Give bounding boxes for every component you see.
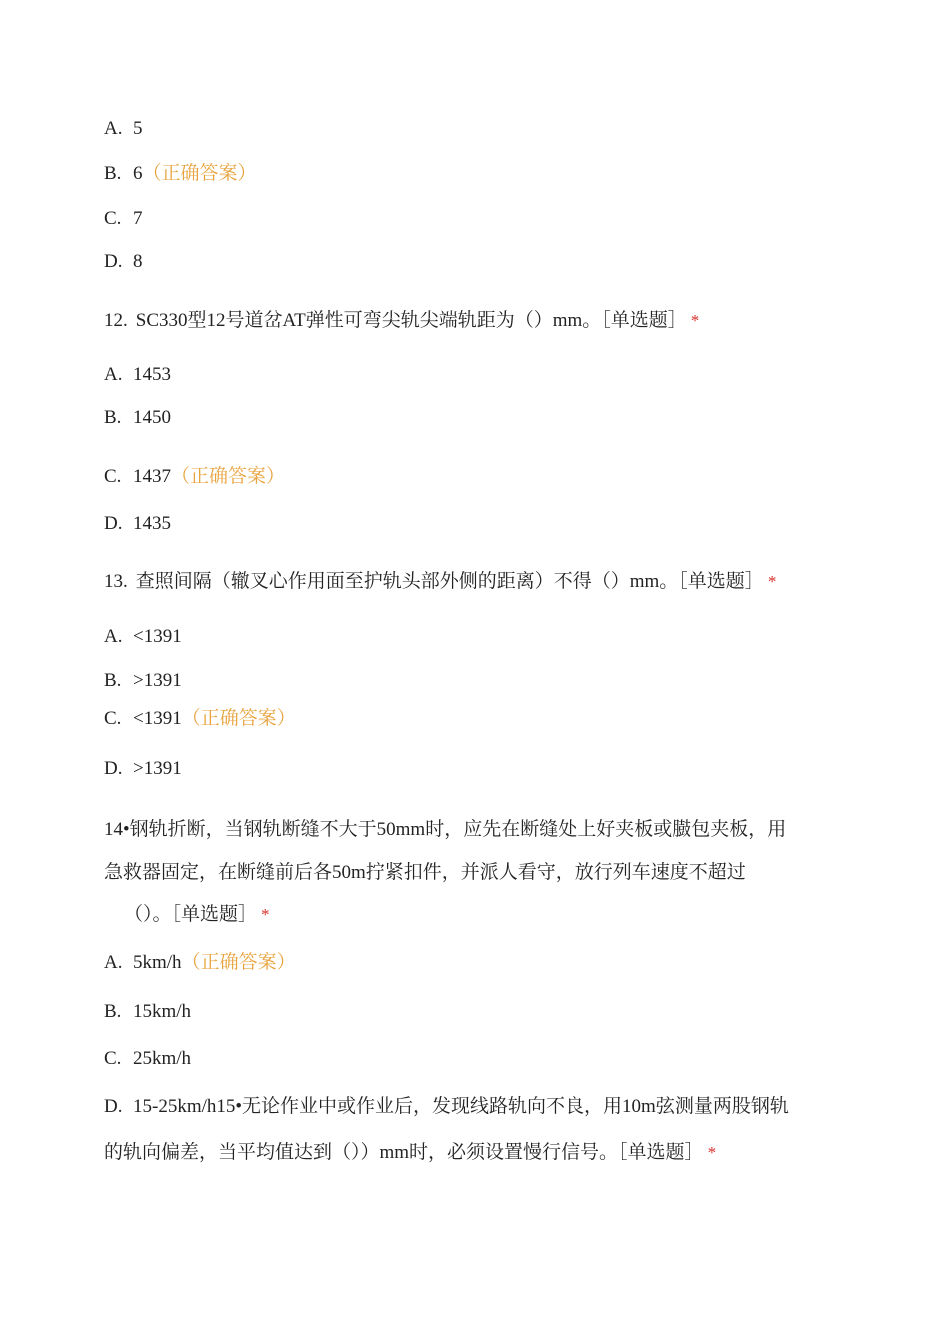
option-label: C. <box>104 466 122 487</box>
required-mark: * <box>690 311 700 330</box>
option-text: 1435 <box>133 513 171 534</box>
question-text: 的轨向偏差，当平均值达到（））mm时，必须设置慢行信号。［单选题］ <box>104 1142 704 1163</box>
option-text: >1391 <box>133 758 182 779</box>
option-a[interactable] <box>104 363 171 387</box>
question-14-line-2 <box>104 861 746 885</box>
option-c[interactable] <box>104 1047 191 1071</box>
option-text: 15-25km/h15•无论作业中或作业后，发现线路轨向不良，用10m弦测量两股钢轨 <box>133 1096 789 1117</box>
option-d[interactable] <box>104 1095 789 1119</box>
option-text: 1453 <box>133 364 171 385</box>
option-a[interactable] <box>104 625 182 649</box>
option-label: A. <box>104 626 123 647</box>
option-c[interactable] <box>104 465 285 489</box>
option-b[interactable] <box>104 1000 191 1024</box>
option-text: 5km/h <box>133 952 182 973</box>
option-label: B. <box>104 407 122 428</box>
option-label: C. <box>104 208 122 229</box>
required-mark: * <box>707 1143 717 1162</box>
question-13 <box>104 570 776 594</box>
question-14-line-1 <box>104 818 786 842</box>
option-text: 1450 <box>133 407 171 428</box>
option-label: C. <box>104 1048 122 1069</box>
option-label: A. <box>104 364 123 385</box>
option-a[interactable] <box>104 951 296 975</box>
option-label: D. <box>104 513 123 534</box>
option-text: 25km/h <box>133 1048 192 1069</box>
option-text: 5 <box>133 118 143 139</box>
correct-answer-tag: （正确答案） <box>142 163 257 184</box>
option-text: <1391 <box>133 708 182 729</box>
option-d[interactable] <box>104 250 143 274</box>
option-label: A. <box>104 952 123 973</box>
option-label: B. <box>104 163 122 184</box>
option-text: 15km/h <box>133 1001 192 1022</box>
option-text: <1391 <box>133 626 182 647</box>
option-label: C. <box>104 708 122 729</box>
option-text: 7 <box>133 208 143 229</box>
question-text: 查照间隔（辙叉心作用面至护轨头部外侧的距离）不得（）mm。［单选题］ <box>135 571 764 592</box>
option-label: B. <box>104 1001 122 1022</box>
option-c[interactable] <box>104 707 296 731</box>
question-text: （）。［单选题］ <box>124 904 258 925</box>
question-15-line-2 <box>104 1141 716 1165</box>
option-d[interactable] <box>104 512 171 536</box>
required-mark: * <box>767 572 777 591</box>
question-12 <box>104 309 699 333</box>
option-label: D. <box>104 758 123 779</box>
option-text: >1391 <box>133 670 182 691</box>
option-text: 1437 <box>133 466 171 487</box>
correct-answer-tag: （正确答案） <box>171 466 286 487</box>
option-label: D. <box>104 1096 123 1117</box>
question-number: 12. <box>104 310 128 331</box>
option-b[interactable] <box>104 162 257 186</box>
option-label: A. <box>104 118 123 139</box>
required-mark: * <box>261 905 270 924</box>
option-d[interactable] <box>104 757 182 781</box>
option-text: 6 <box>133 163 143 184</box>
question-text: SC330型12号道岔AT弹性可弯尖轨尖端轨距为（）mm。［单选题］ <box>135 310 687 331</box>
option-b[interactable] <box>104 669 182 693</box>
option-c[interactable] <box>104 207 143 231</box>
option-text: 8 <box>133 251 143 272</box>
option-label: B. <box>104 670 122 691</box>
question-number: 13. <box>104 571 128 592</box>
option-b[interactable] <box>104 406 171 430</box>
question-text: 急救器固定，在断缝前后各50m拧紧扣件，并派人看守，放行列车速度不超过 <box>104 862 746 883</box>
option-a[interactable] <box>104 117 143 141</box>
option-label: D. <box>104 251 123 272</box>
question-14-line-3 <box>124 903 270 927</box>
correct-answer-tag: （正确答案） <box>181 708 296 729</box>
correct-answer-tag: （正确答案） <box>181 952 296 973</box>
question-text: 14•钢轨折断，当钢轨断缝不大于50mm时，应先在断缝处上好夹板或臌包夹板，用 <box>104 819 787 840</box>
